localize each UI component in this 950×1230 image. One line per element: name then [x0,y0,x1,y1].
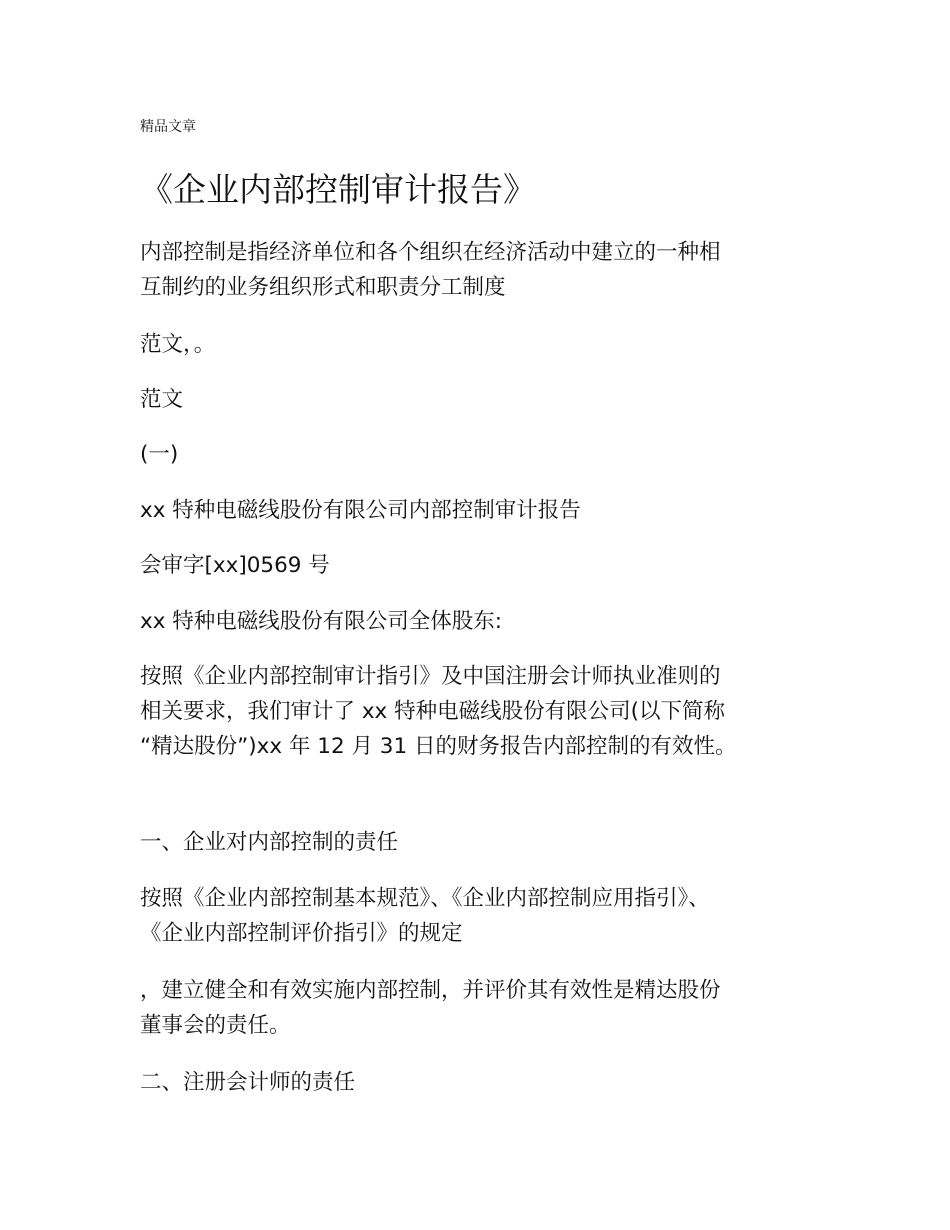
section1-paragraph-2 [140,973,830,1043]
opening-line: “精达股份”)xx 年 12 月 31 日的财务报告内部控制的有效性。 [140,734,737,759]
section-number: (一) [140,442,179,467]
opening-paragraph [140,659,830,764]
section2-heading: 二、注册会计师的责任 [140,1070,356,1095]
intro-line: 内部控制是指经济单位和各个组织在经济活动中建立的一种相 [140,240,721,265]
opening-line: 相关要求，我们审计了 xx 特种电磁线股份有限公司(以下简称 [140,699,726,724]
addressee: xx 特种电磁线股份有限公司全体股东: [140,609,503,634]
header-label: 精品文章 [140,119,196,135]
section1-para2-line: ，建立健全和有效实施内部控制，并评价其有效性是精达股份 [140,978,721,1003]
opening-line: 按照《企业内部控制审计指引》及中国注册会计师执业准则的 [140,664,721,689]
report-title: xx 特种电磁线股份有限公司内部控制审计报告 [140,498,581,523]
section1-para2-line: 董事会的责任。 [140,1013,291,1038]
fanwen-line: 范文，。 [140,332,216,357]
document-title: 《企业内部控制审计报告》 [140,170,536,209]
document-page [140,0,830,1230]
report-number: 会审字[xx]0569 号 [140,553,330,578]
section1-para1-line: 按照《企业内部控制基本规范》、《企业内部控制应用指引》、 [140,886,710,911]
intro-paragraph [140,235,830,305]
section1-para1-line: 《企业内部控制评价指引》的规定 [140,921,463,946]
section1-heading: 一、企业对内部控制的责任 [140,830,399,855]
fanwen-heading: 范文 [140,387,184,412]
intro-line: 互制约的业务组织形式和职责分工制度 [140,275,506,300]
section1-paragraph-1 [140,881,830,951]
